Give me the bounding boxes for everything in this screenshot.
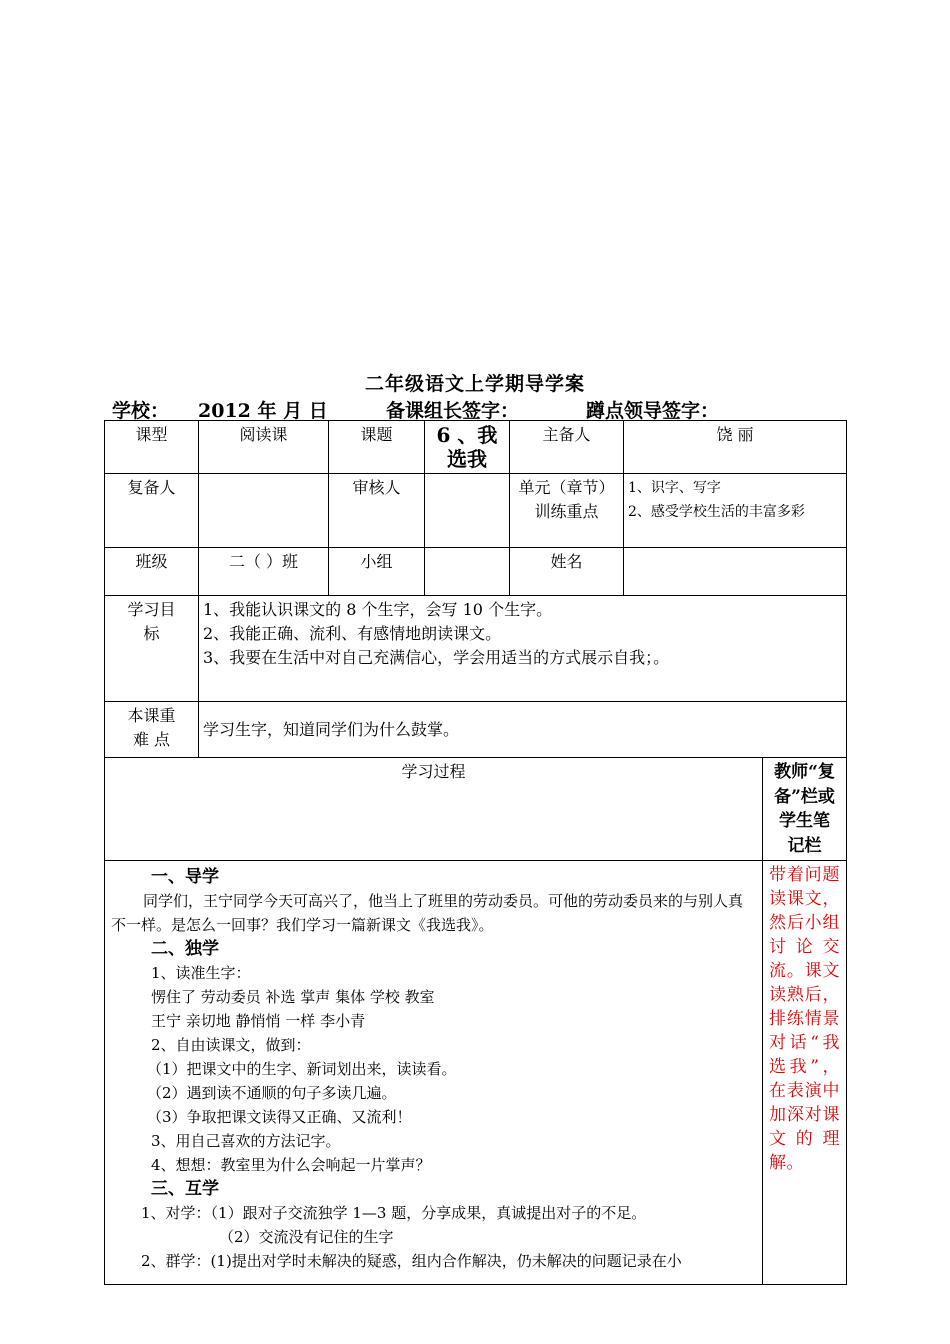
process-line: （1）把课文中的生字、新词划出来，读读看。 bbox=[147, 1060, 457, 1078]
lesson-topic-label: 课题 bbox=[329, 421, 425, 474]
process-line: （2）交流没有记住的生字 bbox=[219, 1228, 394, 1246]
lesson-topic-value: 6 、我选我 bbox=[425, 421, 510, 474]
process-content bbox=[105, 861, 763, 1285]
teacher-notes: 带着问题读课文，然后小组讨论交流。课文读熟后，排练情景对话“我选我”，在表演中加深对课文的理解。 bbox=[763, 861, 847, 1285]
section-heading: 一、导学 bbox=[151, 867, 219, 887]
goals-label: 学习目标 bbox=[105, 596, 199, 702]
intro-paragraph: 同学们，王宁同学今天可高兴了，他当上了班里的劳动委员。可他的劳动委员来的与别人真不一样。是怎么一回事？我们学习一篇新课文《我选我》。 bbox=[111, 892, 744, 934]
unit-focus-value bbox=[624, 474, 847, 548]
class-label: 班级 bbox=[105, 548, 199, 596]
author-label: 主备人 bbox=[510, 421, 624, 474]
key-points-value: 学习生字，知道同学们为什么鼓掌。 bbox=[199, 702, 847, 758]
process-label: 学习过程 bbox=[105, 758, 763, 861]
process-line: 王宁 亲切地 静悄悄 一样 李小青 bbox=[151, 1012, 366, 1030]
auditor-value bbox=[425, 474, 510, 548]
unit-focus-label bbox=[510, 474, 624, 548]
notes-column-header: 教师“复备”栏或学生笔记栏 bbox=[763, 758, 847, 861]
key-points-label: 本课重难 点 bbox=[105, 702, 199, 758]
unit-point: 2、感受学校生活的丰富多彩 bbox=[628, 504, 805, 520]
school-label: 学校： bbox=[112, 400, 170, 422]
group-value bbox=[425, 548, 510, 596]
name-value bbox=[624, 548, 847, 596]
process-line: 3、用自己喜欢的方法记字。 bbox=[151, 1132, 341, 1150]
unit-point: 1、识字、写字 bbox=[628, 480, 721, 496]
process-line: （2）遇到读不通顺的句子多读几遍。 bbox=[147, 1084, 397, 1102]
goal-item: 2、我能正确、流利、有感情地朗读课文。 bbox=[203, 624, 502, 643]
process-line: 2、群学：(1)提出对学时未解决的疑惑，组内合作解决，仍未解决的问题记录在小 bbox=[141, 1252, 682, 1270]
auditor-label: 审核人 bbox=[329, 474, 425, 548]
process-line: 1、读准生字： bbox=[151, 964, 251, 982]
lesson-plan-table bbox=[104, 420, 847, 1285]
group-leader-signature-label: 备课组长签字： bbox=[386, 400, 520, 422]
goal-item: 1、我能认识课文的 8 个生字，会写 10 个生字。 bbox=[203, 600, 553, 619]
author-value: 饶 丽 bbox=[624, 421, 847, 474]
process-line: 2、自由读课文，做到： bbox=[151, 1036, 311, 1054]
name-label: 姓名 bbox=[510, 548, 624, 596]
unit-label-line2: 训练重点 bbox=[534, 502, 599, 521]
process-line: 4、想想：教室里为什么会响起一片掌声？ bbox=[151, 1156, 431, 1174]
lesson-type-label: 课型 bbox=[105, 421, 199, 474]
section-heading: 三、互学 bbox=[151, 1179, 219, 1199]
leader-signature-label: 蹲点领导签字： bbox=[586, 400, 720, 422]
process-line: 1、对学：（1）跟对子交流独学 1—3 题，分享成果，真诚提出对子的不足。 bbox=[141, 1204, 647, 1222]
process-line: 愣住了 劳动委员 补选 掌声 集体 学校 教室 bbox=[151, 988, 435, 1006]
date-field: 2012 年 月 日 bbox=[198, 400, 328, 422]
section-heading: 二、独学 bbox=[151, 939, 219, 959]
group-label: 小组 bbox=[329, 548, 425, 596]
lesson-type-value: 阅读课 bbox=[199, 421, 329, 474]
document-header bbox=[106, 396, 836, 421]
document-title: 二年级语文上学期导学案 bbox=[364, 373, 585, 395]
class-value: 二（ ）班 bbox=[199, 548, 329, 596]
process-line: （3）争取把课文读得又正确、又流利！ bbox=[147, 1108, 412, 1126]
goals-list bbox=[199, 596, 847, 702]
goal-item: 3、我要在生活中对自己充满信心，学会用适当的方式展示自我；。 bbox=[203, 648, 670, 667]
unit-label-line1: 单元（章节） bbox=[518, 478, 615, 497]
reviewer-label: 复备人 bbox=[105, 474, 199, 548]
reviewer-value bbox=[199, 474, 329, 548]
